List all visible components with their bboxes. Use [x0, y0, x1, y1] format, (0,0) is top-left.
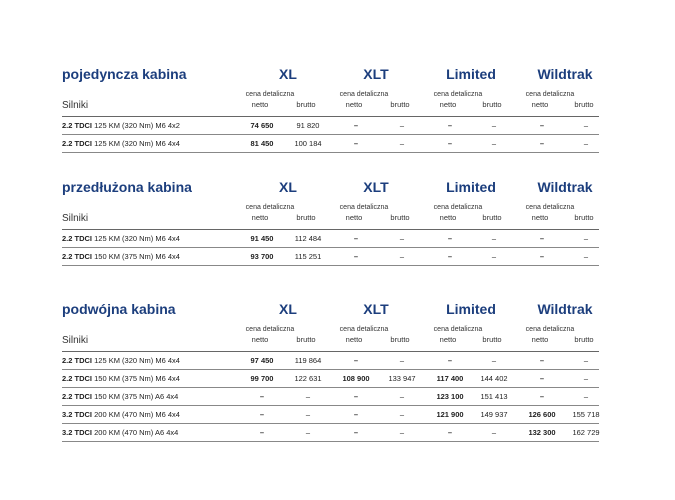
table-row — [62, 135, 599, 153]
trim-heading: Wildtrak — [537, 179, 593, 195]
netto-header: netto — [251, 100, 269, 109]
trim-heading: Limited — [446, 301, 496, 317]
engine-spec: 125 KM (320 Nm) M6 4x4 — [92, 356, 180, 365]
brutto-header: brutto — [482, 100, 502, 109]
table-row — [62, 117, 599, 135]
price-group-label: cena detaliczna — [433, 326, 483, 333]
table-row — [62, 388, 599, 406]
netto-price-cell: – — [539, 374, 545, 383]
brutto-price-cell: 151 413 — [480, 392, 508, 401]
brutto-price-cell: – — [583, 392, 589, 401]
engine-model: 3.2 TDCI — [62, 410, 93, 419]
netto-header: netto — [531, 335, 549, 344]
netto-price-cell: 91 450 — [250, 234, 274, 243]
trim-heading: XLT — [363, 301, 389, 317]
netto-price-cell: – — [353, 392, 359, 401]
price-section — [62, 301, 599, 442]
brutto-price-cell: – — [399, 121, 405, 130]
price-group-label: cena detaliczna — [245, 204, 295, 211]
engines-label: Silniki — [62, 335, 89, 346]
engines-label: Silniki — [62, 100, 89, 111]
netto-price-cell: – — [447, 121, 453, 130]
netto-price-cell: – — [447, 428, 453, 437]
engine-cell — [62, 392, 178, 401]
brutto-price-cell: 119 864 — [294, 356, 322, 365]
price-group-label: cena detaliczna — [525, 326, 575, 333]
netto-header: netto — [439, 335, 457, 344]
trim-heading: Limited — [446, 66, 496, 82]
engine-cell — [62, 428, 178, 437]
netto-price-cell: – — [539, 252, 545, 261]
price-group-label: cena detaliczna — [433, 204, 483, 211]
table-row — [62, 424, 599, 442]
netto-price-cell: – — [539, 139, 545, 148]
trim-heading: XL — [279, 179, 297, 195]
section-title: przedłużona kabina — [62, 179, 192, 195]
netto-price-cell: 117 400 — [436, 374, 464, 383]
netto-price-cell: 132 300 — [528, 428, 556, 437]
brutto-price-cell: – — [399, 252, 405, 261]
price-section — [62, 66, 599, 153]
engine-cell — [62, 121, 180, 130]
brutto-price-cell: 122 631 — [294, 374, 322, 383]
netto-price-cell: 121 900 — [436, 410, 464, 419]
section-title: pojedyncza kabina — [62, 66, 187, 82]
brutto-price-cell: – — [305, 410, 311, 419]
netto-header: netto — [439, 100, 457, 109]
engine-model: 2.2 TDCI — [62, 139, 93, 148]
table-row — [62, 370, 599, 388]
brutto-price-cell: 162 729 — [572, 428, 600, 437]
netto-price-cell: 81 450 — [250, 139, 274, 148]
engine-cell — [62, 410, 180, 419]
section-header — [62, 66, 599, 86]
brutto-header: brutto — [574, 100, 594, 109]
price-group-label: cena detaliczna — [339, 204, 389, 211]
brutto-price-cell: – — [399, 139, 405, 148]
trim-heading: Limited — [446, 179, 496, 195]
column-subheader — [62, 204, 599, 226]
engine-spec: 125 KM (320 Nm) M6 4x4 — [92, 234, 180, 243]
netto-price-cell: – — [353, 121, 359, 130]
netto-price-cell: – — [259, 410, 265, 419]
brutto-header: brutto — [296, 100, 316, 109]
brutto-price-cell: – — [491, 428, 497, 437]
engine-model: 2.2 TDCI — [62, 374, 93, 383]
netto-header: netto — [345, 100, 363, 109]
trim-heading: XL — [279, 66, 297, 82]
netto-price-cell: – — [259, 428, 265, 437]
engine-cell — [62, 252, 180, 261]
brutto-price-cell: 149 937 — [480, 410, 508, 419]
netto-header: netto — [345, 335, 363, 344]
brutto-price-cell: – — [399, 392, 405, 401]
brutto-price-cell: 112 484 — [294, 234, 322, 243]
table-row — [62, 248, 599, 266]
trim-heading: Wildtrak — [537, 301, 593, 317]
trim-heading: XLT — [363, 179, 389, 195]
netto-price-cell: – — [447, 356, 453, 365]
brutto-header: brutto — [390, 100, 410, 109]
netto-price-cell: – — [447, 234, 453, 243]
netto-price-cell: – — [539, 392, 545, 401]
engines-label: Silniki — [62, 213, 89, 224]
brutto-price-cell: – — [399, 410, 405, 419]
netto-price-cell: – — [259, 392, 265, 401]
brutto-price-cell: – — [491, 356, 497, 365]
netto-price-cell: 74 650 — [250, 121, 274, 130]
netto-price-cell: – — [353, 139, 359, 148]
brutto-price-cell: – — [305, 428, 311, 437]
netto-header: netto — [251, 335, 269, 344]
netto-price-cell: – — [539, 234, 545, 243]
netto-price-cell: 97 450 — [250, 356, 274, 365]
brutto-header: brutto — [482, 213, 502, 222]
brutto-price-cell: 91 820 — [296, 121, 320, 130]
engine-spec: 200 KM (470 Nm) M6 4x4 — [92, 410, 180, 419]
netto-price-cell: – — [539, 356, 545, 365]
engine-model: 2.2 TDCI — [62, 356, 93, 365]
engine-model: 3.2 TDCI — [62, 428, 93, 437]
engine-spec: 150 KM (375 Nm) A6 4x4 — [92, 392, 179, 401]
netto-header: netto — [251, 213, 269, 222]
netto-header: netto — [531, 213, 549, 222]
brutto-price-cell: – — [583, 234, 589, 243]
netto-price-cell: 123 100 — [436, 392, 464, 401]
brutto-price-cell: 115 251 — [294, 252, 322, 261]
price-section — [62, 179, 599, 266]
engine-model: 2.2 TDCI — [62, 121, 93, 130]
brutto-header: brutto — [390, 213, 410, 222]
netto-price-cell: – — [353, 356, 359, 365]
netto-price-cell: – — [353, 234, 359, 243]
brutto-price-cell: – — [583, 139, 589, 148]
engine-spec: 125 KM (320 Nm) M6 4x4 — [92, 139, 180, 148]
brutto-header: brutto — [296, 213, 316, 222]
table-row — [62, 406, 599, 424]
price-table — [62, 351, 599, 442]
netto-header: netto — [531, 100, 549, 109]
engine-cell — [62, 139, 180, 148]
price-group-label: cena detaliczna — [245, 326, 295, 333]
netto-price-cell: – — [447, 139, 453, 148]
netto-header: netto — [345, 213, 363, 222]
netto-price-cell: 108 900 — [342, 374, 370, 383]
netto-header: netto — [439, 213, 457, 222]
brutto-header: brutto — [482, 335, 502, 344]
brutto-price-cell: – — [399, 356, 405, 365]
brutto-price-cell: – — [583, 356, 589, 365]
netto-price-cell: – — [353, 252, 359, 261]
price-group-label: cena detaliczna — [525, 204, 575, 211]
trim-heading: XLT — [363, 66, 389, 82]
price-group-label: cena detaliczna — [433, 91, 483, 98]
price-group-label: cena detaliczna — [339, 326, 389, 333]
netto-price-cell: 93 700 — [250, 252, 274, 261]
engine-cell — [62, 234, 180, 243]
trim-heading: Wildtrak — [537, 66, 593, 82]
engine-cell — [62, 374, 180, 383]
trim-heading: XL — [279, 301, 297, 317]
brutto-price-cell: 100 184 — [294, 139, 322, 148]
column-subheader — [62, 326, 599, 348]
brutto-header: brutto — [574, 213, 594, 222]
section-title: podwójna kabina — [62, 301, 176, 317]
price-group-label: cena detaliczna — [339, 91, 389, 98]
section-header — [62, 301, 599, 321]
price-group-label: cena detaliczna — [525, 91, 575, 98]
brutto-price-cell: – — [583, 252, 589, 261]
brutto-price-cell: – — [491, 139, 497, 148]
price-table — [62, 229, 599, 266]
engine-model: 2.2 TDCI — [62, 252, 93, 261]
netto-price-cell: 99 700 — [250, 374, 274, 383]
price-group-label: cena detaliczna — [245, 91, 295, 98]
price-table — [62, 116, 599, 153]
brutto-header: brutto — [390, 335, 410, 344]
brutto-price-cell: – — [399, 234, 405, 243]
engine-spec: 150 KM (375 Nm) M6 4x4 — [92, 252, 180, 261]
brutto-price-cell: 133 947 — [388, 374, 416, 383]
engine-model: 2.2 TDCI — [62, 234, 93, 243]
column-subheader — [62, 91, 599, 113]
engine-spec: 200 KM (470 Nm) A6 4x4 — [92, 428, 179, 437]
brutto-price-cell: – — [491, 121, 497, 130]
brutto-price-cell: – — [583, 374, 589, 383]
table-row — [62, 230, 599, 248]
netto-price-cell: 126 600 — [528, 410, 556, 419]
netto-price-cell: – — [539, 121, 545, 130]
netto-price-cell: – — [353, 410, 359, 419]
brutto-price-cell: – — [399, 428, 405, 437]
brutto-price-cell: – — [491, 234, 497, 243]
brutto-price-cell: – — [491, 252, 497, 261]
engine-spec: 125 KM (320 Nm) M6 4x2 — [92, 121, 180, 130]
netto-price-cell: – — [353, 428, 359, 437]
brutto-header: brutto — [574, 335, 594, 344]
netto-price-cell: – — [447, 252, 453, 261]
table-row — [62, 352, 599, 370]
section-header — [62, 179, 599, 199]
engine-spec: 150 KM (375 Nm) M6 4x4 — [92, 374, 180, 383]
brutto-header: brutto — [296, 335, 316, 344]
brutto-price-cell: 155 718 — [572, 410, 600, 419]
engine-model: 2.2 TDCI — [62, 392, 93, 401]
brutto-price-cell: 144 402 — [480, 374, 508, 383]
engine-cell — [62, 356, 180, 365]
brutto-price-cell: – — [305, 392, 311, 401]
brutto-price-cell: – — [583, 121, 589, 130]
